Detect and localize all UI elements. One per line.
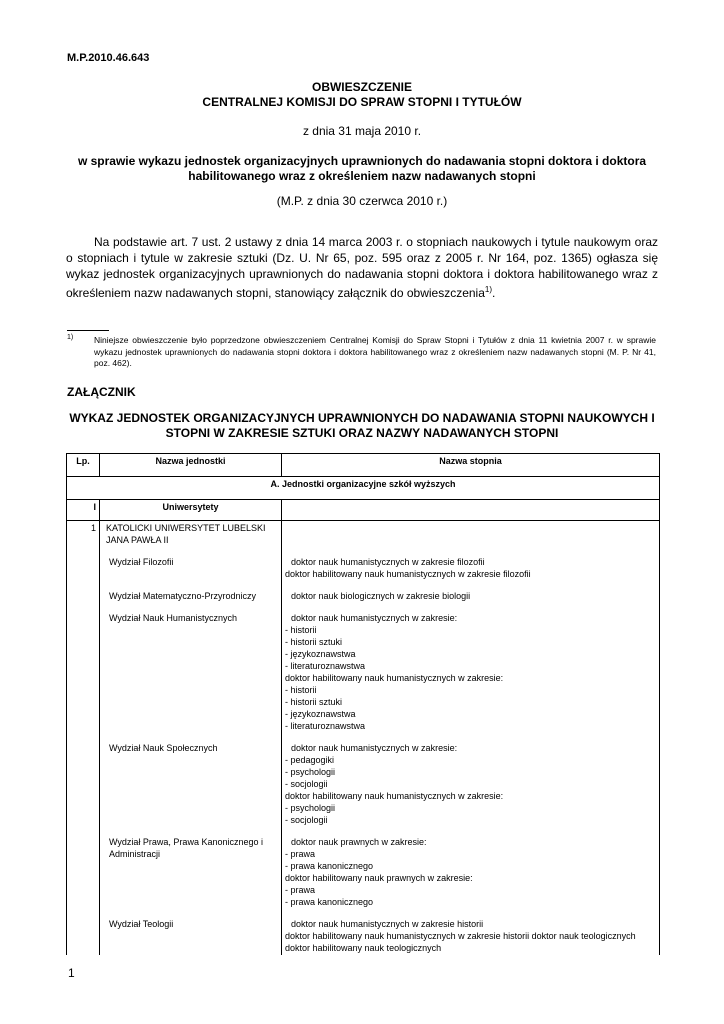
footnote-mark: 1) xyxy=(67,334,74,341)
institutions-table xyxy=(66,453,660,955)
document-subject: w sprawie wykazu jednostek organizacyjnych uprawnionych do nadawania stopni doktora i doktora habilitowanego wraz z określeniem nazw nadawanych stopni xyxy=(77,154,647,183)
institution-unit-cell xyxy=(100,521,282,956)
footnote-divider xyxy=(67,330,109,331)
degree-line: - prawa kanonicznego xyxy=(285,861,374,871)
faculty-name: Wydział Prawa, Prawa Kanonicznego i Administracji xyxy=(109,837,263,859)
degree-line: doktor habilitowany nauk humanistycznych w zakresie: xyxy=(285,673,504,683)
degree-line: - prawa kanonicznego xyxy=(285,897,374,907)
faculty-list xyxy=(103,556,278,954)
section-row xyxy=(67,477,660,500)
group-number: I xyxy=(67,500,100,521)
degree-line: doktor nauk humanistycznych w zakresie: xyxy=(291,613,458,623)
degree-line: doktor nauk biologicznych w zakresie biologii xyxy=(291,591,471,601)
header-lp: Lp. xyxy=(67,454,100,477)
faculty-name: Wydział Matematyczno-Przyrodniczy xyxy=(109,591,256,601)
degree-line: doktor habilitowany nauk teologicznych xyxy=(285,943,442,953)
faculty-degrees xyxy=(285,742,656,826)
institution-name: KATOLICKI UNIWERSYTET LUBELSKI JANA PAWŁA II xyxy=(106,523,266,545)
faculty-degrees xyxy=(285,836,656,908)
degree-line: doktor habilitowany nauk prawnych w zakresie: xyxy=(285,873,473,883)
degree-line: - historii sztuki xyxy=(285,637,343,647)
body-paragraph xyxy=(66,234,658,301)
degree-line: doktor nauk humanistycznych w zakresie historii xyxy=(291,919,484,929)
degree-line: - psychologii xyxy=(285,767,336,777)
faculty-degrees xyxy=(285,612,656,732)
annex-title: WYKAZ JEDNOSTEK ORGANIZACYJNYCH UPRAWNIONYCH DO NADAWANIA STOPNI NAUKOWYCH I STOPNI W ZAKRESIE SZTUKI ORAZ NAZWY NADAWANYCH STOPNI xyxy=(69,411,655,440)
degree-line: doktor nauk prawnych w zakresie: xyxy=(291,837,427,847)
publication-note: (M.P. z dnia 30 czerwca 2010 r.) xyxy=(276,194,448,208)
degree-line: doktor nauk humanistycznych w zakresie: xyxy=(291,743,458,753)
group-degree-cell xyxy=(282,500,660,521)
faculty-name: Wydział Nauk Humanistycznych xyxy=(109,613,237,623)
degree-line: - literaturoznawstwa xyxy=(285,721,366,731)
body-end: . xyxy=(492,286,496,300)
degree-line: - historii sztuki xyxy=(285,697,343,707)
document-date: z dnia 31 maja 2010 r. xyxy=(302,124,422,138)
page-number: 1 xyxy=(68,966,75,980)
annex-heading: ZAŁĄCZNIK xyxy=(67,385,136,399)
degree-line: - literaturoznawstwa xyxy=(285,661,366,671)
header-degree: Nazwa stopnia xyxy=(282,454,660,477)
degree-line: - prawa xyxy=(285,885,316,895)
header-unit: Nazwa jednostki xyxy=(100,454,282,477)
faculty-degrees xyxy=(285,556,656,580)
footnote-reference: 1) xyxy=(484,285,493,294)
faculty-degrees xyxy=(285,918,656,954)
institution-degree-cell xyxy=(282,521,660,956)
degree-spacer xyxy=(285,522,656,546)
degree-line: - historii xyxy=(285,625,317,635)
degree-line: - prawa xyxy=(285,849,316,859)
degree-line: - historii xyxy=(285,685,317,695)
body-text: Na podstawie art. 7 ust. 2 ustawy z dnia 14 marca 2003 r. o stopniach naukowych i tytule naukowym oraz o stopniach i tytule w zakresie sztuki (Dz. U. Nr 65, poz. 595 oraz z 2005 r. Nr 164, poz. 1365) ogłasza się wykaz jednostek organizacyjnych uprawnionych do nadawania stopni doktora i doktora habilitowanego wraz z określeniem nazw nadawanych stopni, stanowiący załącznik do obwieszczenia xyxy=(66,235,658,300)
institution-number: 1 xyxy=(67,521,100,956)
title-line-1: OBWIESZCZENIE xyxy=(311,80,412,94)
degree-line: doktor habilitowany nauk humanistycznych w zakresie historii doktor nauk teologicznych xyxy=(285,931,636,941)
group-name: Uniwersytety xyxy=(100,500,282,521)
institution-row xyxy=(67,521,660,956)
faculty-name: Wydział Nauk Społecznych xyxy=(109,743,218,753)
degree-line: - socjologii xyxy=(285,815,328,825)
degree-line: doktor habilitowany nauk humanistycznych w zakresie: xyxy=(285,791,504,801)
section-label: A. Jednostki organizacyjne szkół wyższych xyxy=(67,477,660,500)
faculty-name: Wydział Teologii xyxy=(109,919,174,929)
faculty-degrees xyxy=(285,590,656,602)
title-line-2: CENTRALNEJ KOMISJI DO SPRAW STOPNI I TYTUŁÓW xyxy=(202,95,522,109)
degree-line: doktor nauk humanistycznych w zakresie filozofii xyxy=(291,557,485,567)
group-row xyxy=(67,500,660,521)
footnote-text: Niniejsze obwieszczenie było poprzedzone obwieszczeniem Centralnej Komisji do Spraw Stopni i Tytułów z dnia 11 kwietnia 2007 r. w sprawie wykazu jednostek uprawnionych do nadawania stopni doktora i doktora habilitowanego wraz z określeniem nazw nadawanych stopni (M. P. Nr 41, poz. 462). xyxy=(94,335,656,368)
degree-line: - językoznawstwa xyxy=(285,709,356,719)
degree-line: - językoznawstwa xyxy=(285,649,356,659)
degree-line: - psychologii xyxy=(285,803,336,813)
document-title xyxy=(66,80,658,110)
degree-list xyxy=(285,556,656,954)
faculty-name: Wydział Filozofii xyxy=(109,557,174,567)
document-reference: M.P.2010.46.643 xyxy=(67,52,150,64)
degree-line: - pedagogiki xyxy=(285,755,335,765)
degree-line: doktor habilitowany nauk humanistycznych w zakresie filozofii xyxy=(285,569,531,579)
degree-line: - socjologii xyxy=(285,779,328,789)
table-header-row xyxy=(67,454,660,477)
